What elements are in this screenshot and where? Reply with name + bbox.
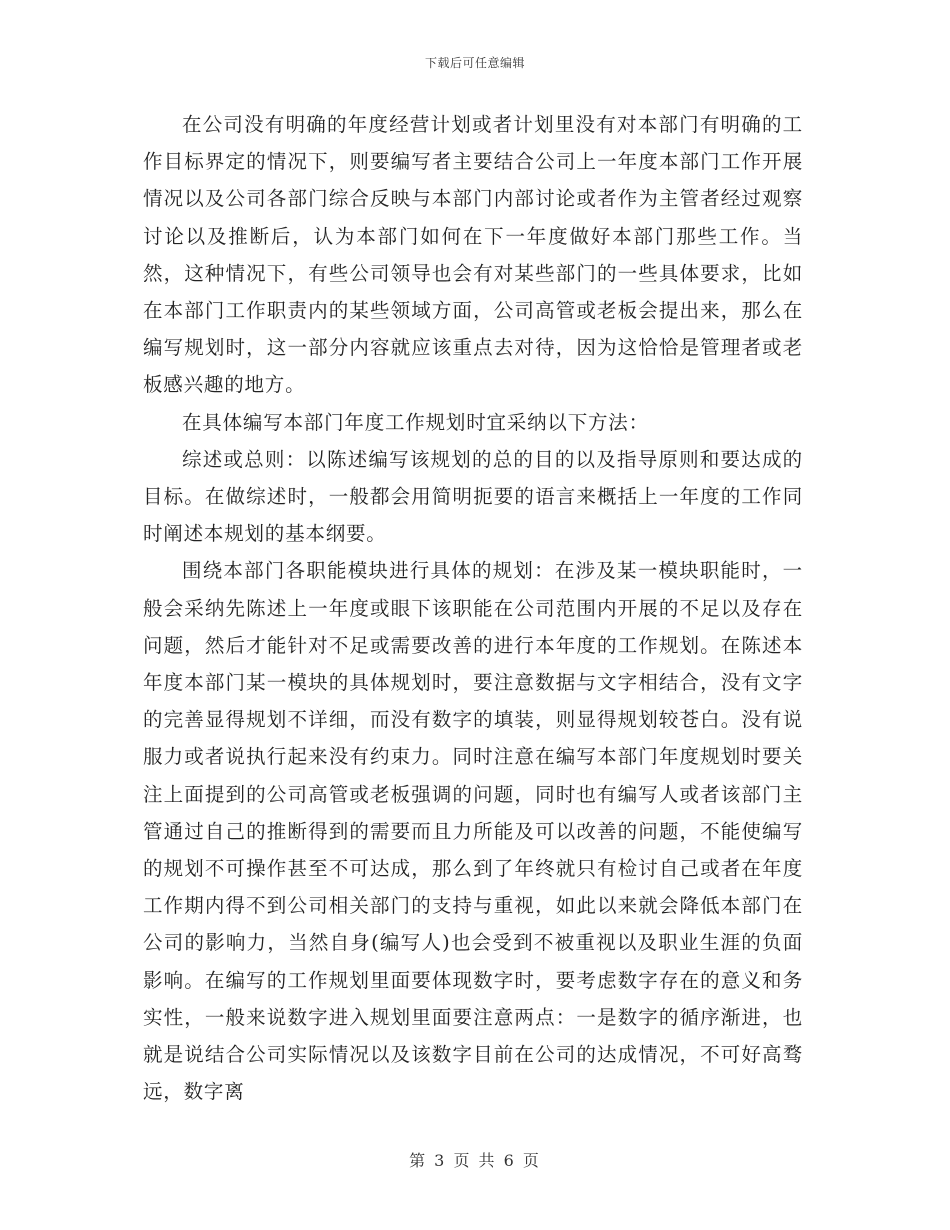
paragraph-2: 在具体编写本部门年度工作规划时宜采纳以下方法： xyxy=(182,410,649,434)
page-header: 下载后可任意编辑 xyxy=(424,56,525,70)
page-footer: 第 3 页 共 6 页 xyxy=(409,1151,541,1170)
paragraph-4: 围绕本部门各职能模块进行具体的规划：在涉及某一模块职能时，一般会采纳先陈述上一年度或眼下该职能在公司范围内开展的不足以及存在问题，然后才能针对不足或需要改善的进行本年度的工作规划。在陈述本年度本部门某一模块的具体规划时，要注意数据与文字相结合，没有文字的完善显得规划不详细，而没有数字的填装，则显得规划较苍白。没有说服力或者说执行起来没有约束力。同时注意在编写本部门年度规划时要关注上面提到的公司高管或老板强调的问题，同时也有编写人或者该部门主管通过自己的推断得到的需要而且力所能及可以改善的问题，不能使编写的规划不可操作甚至不可达成，那么到了年终就只有检讨自己或者在年度工作期内得不到公司相关部门的支持与重视，如此以来就会降低本部门在公司的影响力，当然自身(编写人)也会受到不被重视以及职业生涯的负面影响。在编写的工作规划里面要体现数字时，要考虑数字存在的意义和务实性，一般来说数字进入规划里面要注意两点：一是数字的循序渐进，也就是说结合公司实际情况以及该数字目前在公司的达成情况，不可好高骛远，数字离 xyxy=(143,559,803,1104)
paragraph-1: 在公司没有明确的年度经营计划或者计划里没有对本部门有明确的工作目标界定的情况下，则要编写者主要结合公司上一年度本部门工作开展情况以及公司各部门综合反映与本部门内部讨论或者作为主管者经过观察讨论以及推断后，认为本部门如何在下一年度做好本部门那些工作。当然，这种情况下，有些公司领导也会有对某些部门的一些具体要求，比如在本部门工作职责内的某些领域方面，公司高管或老板会提出来，那么在编写规划时，这一部分内容就应该重点去对待，因为这恰恰是管理者或老板感兴趣的地方。 xyxy=(143,113,803,397)
document-body xyxy=(143,106,803,1110)
paragraph-3: 综述或总则：以陈述编写该规划的总的目的以及指导原则和要达成的目标。在做综述时，一般都会用简明扼要的语言来概括上一年度的工作同时阐述本规划的基本纲要。 xyxy=(143,447,803,546)
